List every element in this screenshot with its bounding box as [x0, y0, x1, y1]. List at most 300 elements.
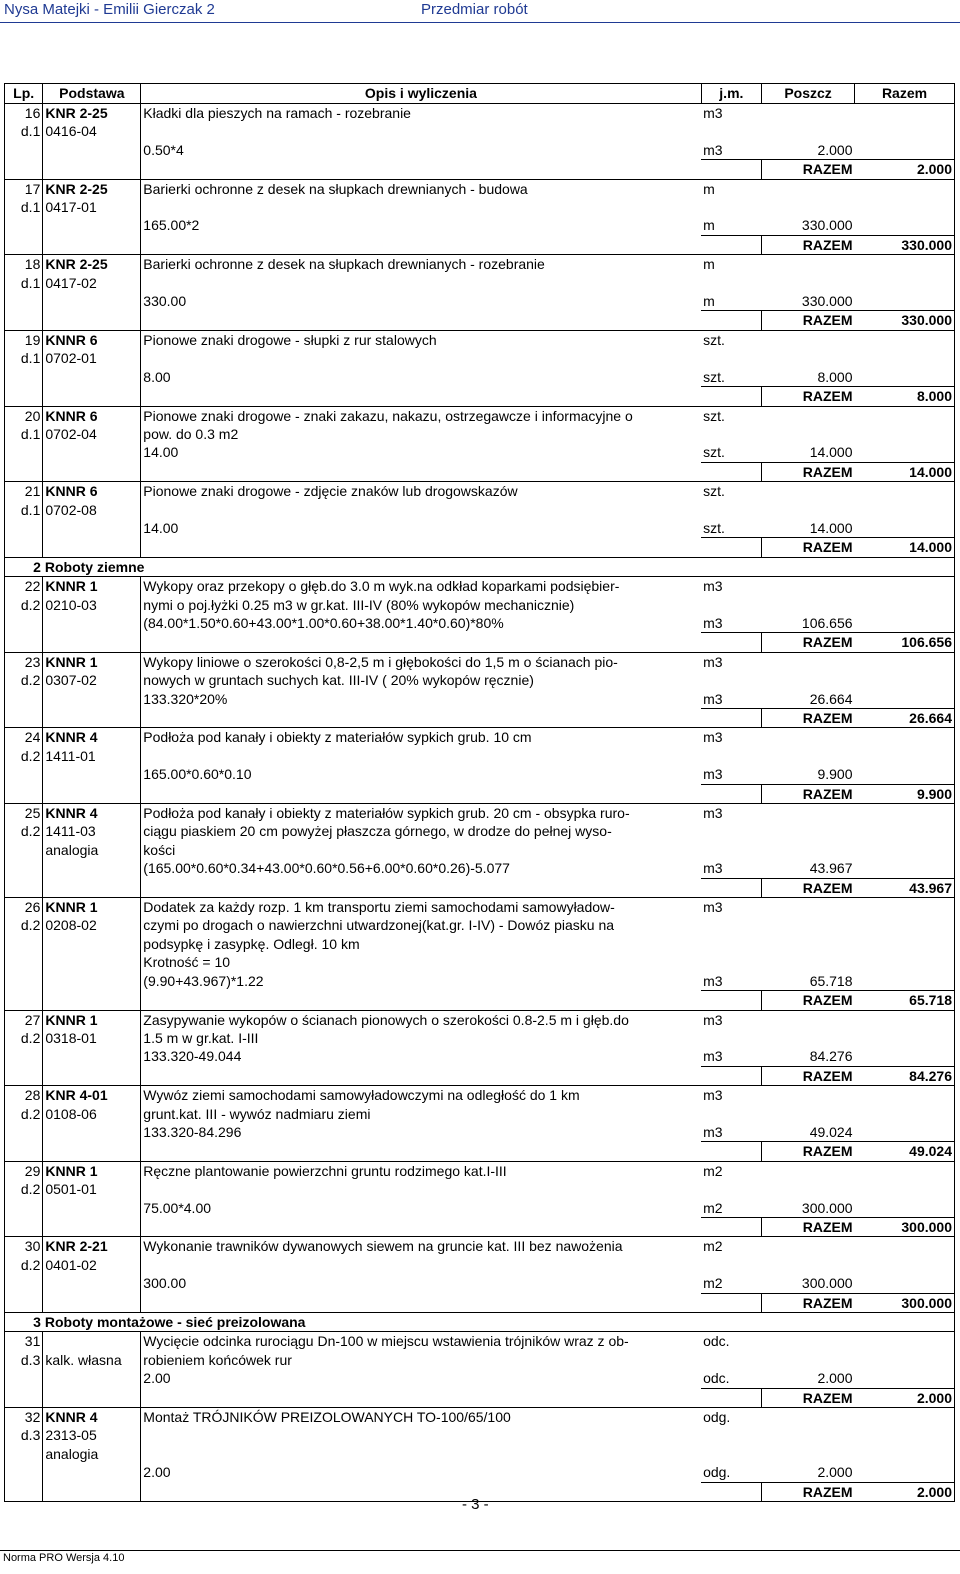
sum-value: 43.967	[855, 878, 955, 897]
position-basis: 0108-06	[43, 1105, 141, 1123]
position-sub: d.2	[5, 747, 43, 765]
sum-label: RAZEM	[762, 1142, 855, 1161]
calc-razem-empty	[855, 216, 955, 235]
position-razem-empty	[855, 935, 955, 953]
position-sub: d.2	[5, 671, 43, 689]
position-description: Krotność = 10	[141, 953, 701, 971]
position-poszcz-empty	[762, 1351, 855, 1369]
position-description	[141, 1256, 701, 1274]
position-poszcz-empty	[762, 406, 855, 425]
calc-razem-empty	[855, 1274, 955, 1293]
sum-label: RAZEM	[762, 235, 855, 254]
sum-value: 8.000	[855, 387, 955, 406]
position-continuation-row	[5, 349, 955, 367]
position-poszcz-empty	[762, 425, 855, 443]
sum-opis-empty	[141, 784, 701, 803]
position-sub: d.3	[5, 1426, 43, 1444]
col-header-lp: Lp.	[5, 84, 43, 104]
calculation-unit: m3	[701, 859, 762, 878]
position-continuation-row	[5, 1105, 955, 1123]
position-row	[5, 1237, 955, 1256]
position-basis: KNR 2-25	[43, 179, 141, 198]
position-description: Ręczne plantowanie powierzchni gruntu rodzimego kat.I-III	[141, 1161, 701, 1180]
sum-lp-empty	[5, 387, 43, 406]
calculation-value: 65.718	[762, 972, 855, 991]
position-row	[5, 179, 955, 198]
position-razem-empty	[855, 841, 955, 859]
sum-opis-empty	[141, 311, 701, 330]
position-description: Wykonanie trawników dywanowych siewem na gruncie kat. III bez nawożenia	[141, 1237, 701, 1256]
position-poszcz-empty	[762, 179, 855, 198]
position-basis: KNR 2-25	[43, 255, 141, 274]
position-sub: d.2	[5, 1105, 43, 1123]
position-unit: m3	[701, 1010, 762, 1029]
position-razem-empty	[855, 671, 955, 689]
sum-jm-empty	[701, 538, 762, 557]
calculation-value: 14.000	[762, 443, 855, 462]
calculation-unit: m3	[701, 972, 762, 991]
sum-label: RAZEM	[762, 1293, 855, 1312]
position-sub: d.1	[5, 198, 43, 216]
footer-divider	[0, 1550, 960, 1551]
position-basis: 0501-01	[43, 1180, 141, 1198]
position-number: 29	[5, 1161, 43, 1180]
position-razem-empty	[855, 1237, 955, 1256]
position-poszcz-empty	[762, 1180, 855, 1198]
position-basis: KNNR 4	[43, 728, 141, 747]
position-unit	[701, 425, 762, 443]
calculation-row	[5, 1274, 955, 1293]
section-2-body	[5, 577, 955, 1313]
calculation-formula: 133.320-49.044	[141, 1047, 701, 1066]
position-description	[141, 122, 701, 140]
position-row	[5, 728, 955, 747]
position-razem-empty	[855, 425, 955, 443]
position-unit: szt.	[701, 482, 762, 501]
position-row	[5, 330, 955, 349]
position-basis: 0702-08	[43, 501, 141, 519]
calculation-unit: szt.	[701, 368, 762, 387]
position-row	[5, 1010, 955, 1029]
position-poszcz-empty	[762, 1161, 855, 1180]
position-razem-empty	[855, 1426, 955, 1444]
calc-lp-empty	[5, 859, 43, 878]
position-poszcz-empty	[762, 255, 855, 274]
header-divider	[0, 22, 960, 23]
sum-row	[5, 1293, 955, 1312]
calculation-unit: szt.	[701, 519, 762, 538]
calculation-row	[5, 368, 955, 387]
position-razem-empty	[855, 1351, 955, 1369]
position-number: 21	[5, 482, 43, 501]
position-sub: d.1	[5, 122, 43, 140]
position-poszcz-empty	[762, 671, 855, 689]
calculation-value: 49.024	[762, 1123, 855, 1142]
position-razem-empty	[855, 804, 955, 823]
sum-opis-empty	[141, 1217, 701, 1236]
calc-pod-empty	[43, 1463, 141, 1482]
calculation-row	[5, 216, 955, 235]
position-poszcz-empty	[762, 804, 855, 823]
sum-opis-empty	[141, 878, 701, 897]
calc-lp-empty	[5, 519, 43, 538]
position-continuation-row	[5, 935, 955, 953]
calculation-unit: m3	[701, 141, 762, 160]
position-unit	[701, 671, 762, 689]
calc-pod-empty	[43, 292, 141, 311]
position-number: 22	[5, 577, 43, 596]
position-row	[5, 898, 955, 917]
position-poszcz-empty	[762, 841, 855, 859]
sum-label: RAZEM	[762, 633, 855, 652]
position-poszcz-empty	[762, 1408, 855, 1427]
sum-value: 84.276	[855, 1066, 955, 1085]
position-continuation-row	[5, 198, 955, 216]
position-unit	[701, 841, 762, 859]
sum-opis-empty	[141, 1142, 701, 1161]
position-number: 18	[5, 255, 43, 274]
position-poszcz-empty	[762, 1029, 855, 1047]
calculation-formula: 133.320*20%	[141, 690, 701, 709]
calculation-unit: m2	[701, 1199, 762, 1218]
sum-row	[5, 633, 955, 652]
position-razem-empty	[855, 916, 955, 934]
calc-razem-empty	[855, 1463, 955, 1482]
position-unit	[701, 953, 762, 971]
position-poszcz-empty	[762, 652, 855, 671]
position-razem-empty	[855, 1086, 955, 1105]
position-description: Pionowe znaki drogowe - znaki zakazu, nakazu, ostrzegawcze i informacyjne o	[141, 406, 701, 425]
position-number: 31	[5, 1332, 43, 1351]
sum-jm-empty	[701, 1142, 762, 1161]
page-header	[0, 0, 960, 22]
sum-opis-empty	[141, 462, 701, 481]
sum-lp-empty	[5, 235, 43, 254]
calculation-value: 330.000	[762, 292, 855, 311]
calc-pod-empty	[43, 141, 141, 160]
calculation-unit: m3	[701, 765, 762, 784]
position-poszcz-empty	[762, 747, 855, 765]
position-description: grunt.kat. III - wywóz nadmiaru ziemi	[141, 1105, 701, 1123]
position-razem-empty	[855, 1105, 955, 1123]
calc-pod-empty	[43, 614, 141, 633]
sum-label: RAZEM	[762, 784, 855, 803]
position-basis: 0210-03	[43, 596, 141, 614]
sum-opis-empty	[141, 633, 701, 652]
position-description	[141, 1426, 701, 1444]
calculation-unit: m3	[701, 690, 762, 709]
position-continuation-row	[5, 953, 955, 971]
position-continuation-row	[5, 596, 955, 614]
calc-razem-empty	[855, 1369, 955, 1388]
position-basis: KNNR 4	[43, 804, 141, 823]
calculation-formula: 2.00	[141, 1463, 701, 1482]
sum-pod-empty	[43, 991, 141, 1010]
position-basis: KNNR 6	[43, 482, 141, 501]
bill-of-quantities-table	[4, 83, 955, 1502]
calculation-value: 2.000	[762, 141, 855, 160]
sum-label: RAZEM	[762, 709, 855, 728]
position-poszcz-empty	[762, 482, 855, 501]
position-unit: szt.	[701, 406, 762, 425]
sum-opis-empty	[141, 991, 701, 1010]
position-description: Pionowe znaki drogowe - zdjęcie znaków lub drogowskazów	[141, 482, 701, 501]
position-razem-empty	[855, 652, 955, 671]
sum-lp-empty	[5, 538, 43, 557]
position-number: 27	[5, 1010, 43, 1029]
sum-lp-empty	[5, 784, 43, 803]
calc-lp-empty	[5, 443, 43, 462]
calc-pod-empty	[43, 1274, 141, 1293]
position-unit: m2	[701, 1237, 762, 1256]
calc-razem-empty	[855, 1047, 955, 1066]
calc-razem-empty	[855, 859, 955, 878]
calculation-value: 2.000	[762, 1463, 855, 1482]
position-basis: KNR 2-25	[43, 104, 141, 123]
position-basis: KNR 4-01	[43, 1086, 141, 1105]
sum-lp-empty	[5, 1388, 43, 1407]
project-name: Nysa Matejki - Emilii Gierczak 2	[4, 1, 215, 18]
position-description	[141, 747, 701, 765]
calculation-value: 300.000	[762, 1274, 855, 1293]
position-description: robieniem końcówek rur	[141, 1351, 701, 1369]
position-description: Podłoża pod kanały i obiekty z materiałów sypkich grub. 20 cm - obsypka ruro-	[141, 804, 701, 823]
position-poszcz-empty	[762, 1086, 855, 1105]
calc-razem-empty	[855, 1123, 955, 1142]
sum-jm-empty	[701, 1388, 762, 1407]
calc-pod-empty	[43, 443, 141, 462]
position-continuation-row	[5, 916, 955, 934]
sum-row	[5, 538, 955, 557]
sum-pod-empty	[43, 1293, 141, 1312]
section-row	[5, 557, 955, 576]
sum-pod-empty	[43, 1482, 141, 1501]
col-header-razem: Razem	[855, 84, 955, 104]
calc-pod-empty	[43, 1199, 141, 1218]
calculation-unit: odg.	[701, 1463, 762, 1482]
position-continuation-row	[5, 501, 955, 519]
position-continuation-row	[5, 1351, 955, 1369]
calculation-value: 43.967	[762, 859, 855, 878]
calculation-row	[5, 972, 955, 991]
calc-pod-empty	[43, 859, 141, 878]
section-3-header	[5, 1313, 955, 1332]
position-unit	[701, 596, 762, 614]
calculation-unit: m	[701, 216, 762, 235]
calculation-value: 300.000	[762, 1199, 855, 1218]
sum-label: RAZEM	[762, 1066, 855, 1085]
sum-lp-empty	[5, 633, 43, 652]
position-poszcz-empty	[762, 349, 855, 367]
sum-jm-empty	[701, 1066, 762, 1085]
position-description	[141, 349, 701, 367]
position-description: Pionowe znaki drogowe - słupki z rur stalowych	[141, 330, 701, 349]
calculation-formula: 8.00	[141, 368, 701, 387]
calc-lp-empty	[5, 1369, 43, 1388]
position-unit: m3	[701, 577, 762, 596]
position-unit	[701, 1445, 762, 1463]
sum-pod-empty	[43, 160, 141, 179]
col-header-opis: Opis i wyliczenia	[141, 84, 701, 104]
position-number: 26	[5, 898, 43, 917]
position-row	[5, 1332, 955, 1351]
position-basis: 0417-02	[43, 274, 141, 292]
position-basis: 1411-03	[43, 822, 141, 840]
sum-opis-empty	[141, 235, 701, 254]
calc-razem-empty	[855, 443, 955, 462]
position-unit: m3	[701, 1086, 762, 1105]
position-poszcz-empty	[762, 935, 855, 953]
position-continuation-row	[5, 425, 955, 443]
sum-value: 14.000	[855, 462, 955, 481]
sum-lp-empty	[5, 160, 43, 179]
calc-lp-empty	[5, 1123, 43, 1142]
sum-pod-empty	[43, 1142, 141, 1161]
position-unit	[701, 916, 762, 934]
calc-lp-empty	[5, 614, 43, 633]
sum-label: RAZEM	[762, 1482, 855, 1501]
sum-label: RAZEM	[762, 991, 855, 1010]
calc-razem-empty	[855, 614, 955, 633]
position-poszcz-empty	[762, 916, 855, 934]
position-number: 19	[5, 330, 43, 349]
calc-razem-empty	[855, 765, 955, 784]
position-razem-empty	[855, 1161, 955, 1180]
calc-lp-empty	[5, 216, 43, 235]
position-poszcz-empty	[762, 122, 855, 140]
position-description: ciągu piaskiem 20 cm powyżej płaszcza górnego, w drodze do pełnej wyso-	[141, 822, 701, 840]
calc-razem-empty	[855, 690, 955, 709]
position-unit: m	[701, 255, 762, 274]
sum-pod-empty	[43, 878, 141, 897]
sum-pod-empty	[43, 709, 141, 728]
sum-opis-empty	[141, 160, 701, 179]
calc-lp-empty	[5, 690, 43, 709]
position-poszcz-empty	[762, 822, 855, 840]
position-basis: KNNR 6	[43, 330, 141, 349]
calc-lp-empty	[5, 1274, 43, 1293]
sum-row	[5, 462, 955, 481]
position-razem-empty	[855, 596, 955, 614]
position-basis: 0307-02	[43, 671, 141, 689]
position-description	[141, 501, 701, 519]
position-basis: KNR 2-21	[43, 1237, 141, 1256]
position-row	[5, 406, 955, 425]
position-razem-empty	[855, 1029, 955, 1047]
position-razem-empty	[855, 747, 955, 765]
position-description: czymi po drogach o nawierzchni utwardzonej(kat.gr. I-IV) - Dowóz piasku na	[141, 916, 701, 934]
position-description: Dodatek za każdy rozp. 1 km transportu ziemi samochodami samowyładow-	[141, 898, 701, 917]
sum-row	[5, 1066, 955, 1085]
position-unit	[701, 822, 762, 840]
position-poszcz-empty	[762, 104, 855, 123]
position-poszcz-empty	[762, 898, 855, 917]
sum-lp-empty	[5, 311, 43, 330]
position-razem-empty	[855, 274, 955, 292]
position-description: kości	[141, 841, 701, 859]
position-basis: 2313-05	[43, 1426, 141, 1444]
calculation-formula: 330.00	[141, 292, 701, 311]
page-number: - 3 -	[462, 1496, 489, 1513]
sum-row	[5, 160, 955, 179]
calculation-unit: m	[701, 292, 762, 311]
position-sub	[5, 841, 43, 859]
calc-pod-empty	[43, 368, 141, 387]
position-razem-empty	[855, 1180, 955, 1198]
position-poszcz-empty	[762, 953, 855, 971]
sum-jm-empty	[701, 1482, 762, 1501]
position-unit: odc.	[701, 1332, 762, 1351]
position-sub	[5, 953, 43, 971]
position-basis: KNNR 1	[43, 898, 141, 917]
sum-value: 9.900	[855, 784, 955, 803]
position-poszcz-empty	[762, 330, 855, 349]
position-poszcz-empty	[762, 1105, 855, 1123]
position-continuation-row	[5, 671, 955, 689]
position-number: 16	[5, 104, 43, 123]
position-razem-empty	[855, 577, 955, 596]
position-unit	[701, 1256, 762, 1274]
calc-pod-empty	[43, 1047, 141, 1066]
position-razem-empty	[855, 482, 955, 501]
sum-value: 2.000	[855, 1482, 955, 1501]
calc-lp-empty	[5, 141, 43, 160]
position-sub: d.1	[5, 349, 43, 367]
position-unit: m2	[701, 1161, 762, 1180]
position-row	[5, 1161, 955, 1180]
position-description: Wykopy liniowe o szerokości 0,8-2,5 m i głębokości do 1,5 m o ścianach pio-	[141, 652, 701, 671]
sum-jm-empty	[701, 235, 762, 254]
calc-razem-empty	[855, 141, 955, 160]
sum-opis-empty	[141, 709, 701, 728]
calculation-formula: 165.00*0.60*0.10	[141, 765, 701, 784]
sum-jm-empty	[701, 1217, 762, 1236]
position-continuation-row	[5, 122, 955, 140]
position-number: 23	[5, 652, 43, 671]
position-sub: d.3	[5, 1351, 43, 1369]
position-unit: szt.	[701, 330, 762, 349]
position-description: Barierki ochronne z desek na słupkach drewnianych - budowa	[141, 179, 701, 198]
calculation-formula: (165.00*0.60*0.34+43.00*0.60*0.56+6.00*0.60*0.26)-5.077	[141, 859, 701, 878]
sum-label: RAZEM	[762, 1388, 855, 1407]
calculation-formula: (9.90+43.967)*1.22	[141, 972, 701, 991]
position-continuation-row	[5, 274, 955, 292]
position-unit	[701, 1105, 762, 1123]
sum-opis-empty	[141, 1388, 701, 1407]
calculation-formula: 133.320-84.296	[141, 1123, 701, 1142]
position-continuation-row	[5, 1029, 955, 1047]
position-basis: 0702-01	[43, 349, 141, 367]
position-poszcz-empty	[762, 1332, 855, 1351]
position-sub: d.1	[5, 274, 43, 292]
position-continuation-row	[5, 1426, 955, 1444]
position-poszcz-empty	[762, 1010, 855, 1029]
sum-pod-empty	[43, 311, 141, 330]
sum-label: RAZEM	[762, 387, 855, 406]
calc-lp-empty	[5, 1463, 43, 1482]
position-sub	[5, 1445, 43, 1463]
position-row	[5, 652, 955, 671]
position-basis: 0417-01	[43, 198, 141, 216]
position-description: pow. do 0.3 m2	[141, 425, 701, 443]
sum-row	[5, 991, 955, 1010]
sum-label: RAZEM	[762, 311, 855, 330]
position-poszcz-empty	[762, 1237, 855, 1256]
sum-value: 330.000	[855, 311, 955, 330]
sum-pod-empty	[43, 1217, 141, 1236]
calculation-unit: m3	[701, 1047, 762, 1066]
position-unit	[701, 1351, 762, 1369]
